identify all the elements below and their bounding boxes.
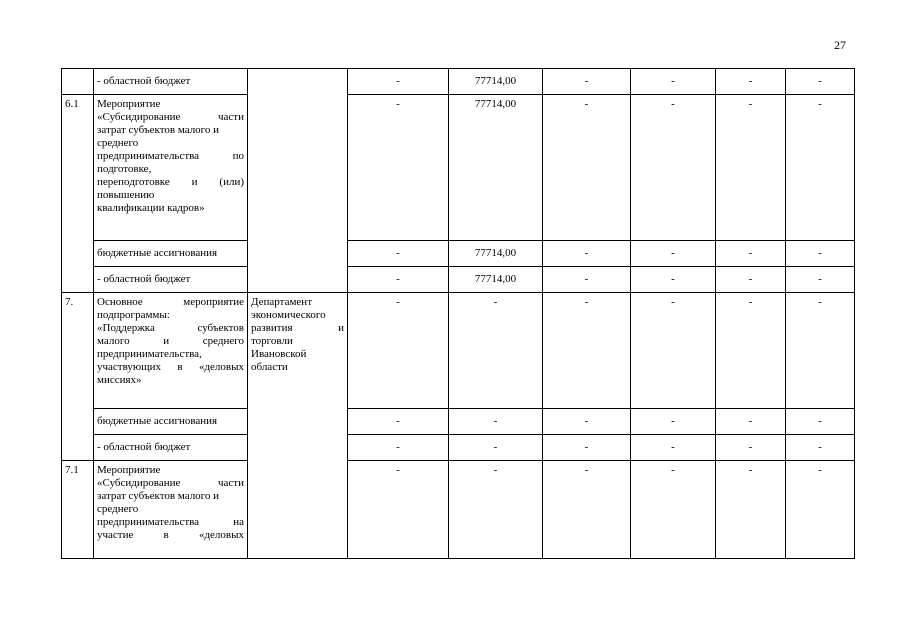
value-cell: -	[631, 293, 716, 409]
value-cell: -	[786, 241, 855, 267]
row-description: бюджетные ассигнования	[94, 409, 248, 435]
value-cell: -	[786, 409, 855, 435]
budget-table	[61, 68, 855, 559]
value-cell: -	[786, 69, 855, 95]
table-row	[62, 461, 855, 559]
value-cell: -	[786, 95, 855, 241]
value-cell: -	[716, 293, 786, 409]
value-cell: -	[543, 461, 631, 559]
table-row	[62, 293, 855, 409]
responsible-cell: Департамент экономического развития и торговли Ивановской области	[248, 293, 348, 559]
value-cell: -	[786, 435, 855, 461]
value-cell: -	[543, 293, 631, 409]
value-cell: -	[348, 461, 449, 559]
value-cell: -	[716, 95, 786, 241]
value-cell: -	[449, 293, 543, 409]
value-cell: -	[449, 435, 543, 461]
table-row	[62, 69, 855, 95]
value-cell: -	[631, 95, 716, 241]
value-cell: -	[786, 293, 855, 409]
value-cell: -	[631, 267, 716, 293]
value-cell: -	[631, 69, 716, 95]
value-cell: -	[716, 267, 786, 293]
row-number-cell: 6.1	[62, 95, 94, 293]
row-description: Мероприятие «Субсидирование части затрат субъектов малого и среднего предпринимательства на участие в «деловых	[94, 461, 248, 559]
value-cell: -	[543, 241, 631, 267]
value-cell: -	[348, 409, 449, 435]
value-cell: -	[348, 241, 449, 267]
value-cell: -	[786, 267, 855, 293]
value-cell: -	[786, 461, 855, 559]
row-description: Основное мероприятие подпрограммы: «Поддержка субъектов малого и среднего предпринимательства, участвующих в «деловых миссиях»	[94, 293, 248, 409]
row-description: - областной бюджет	[94, 267, 248, 293]
table-row	[62, 435, 855, 461]
value-cell: -	[631, 461, 716, 559]
value-cell: -	[543, 409, 631, 435]
table-row	[62, 95, 855, 241]
value-cell: 77714,00	[449, 267, 543, 293]
value-cell: -	[716, 241, 786, 267]
value-cell: -	[348, 293, 449, 409]
row-description: - областной бюджет	[94, 69, 248, 95]
value-cell: -	[543, 435, 631, 461]
value-cell: -	[348, 69, 449, 95]
value-cell: -	[348, 267, 449, 293]
value-cell: -	[631, 435, 716, 461]
value-cell: -	[716, 461, 786, 559]
table-row	[62, 409, 855, 435]
row-number-cell	[62, 69, 94, 95]
value-cell: -	[348, 435, 449, 461]
value-cell: -	[449, 461, 543, 559]
value-cell: -	[631, 241, 716, 267]
value-cell: -	[449, 409, 543, 435]
responsible-cell	[248, 69, 348, 293]
value-cell: -	[716, 409, 786, 435]
value-cell: -	[543, 267, 631, 293]
value-cell: -	[348, 95, 449, 241]
value-cell: -	[543, 69, 631, 95]
page-number: 27	[834, 38, 846, 52]
value-cell: -	[543, 95, 631, 241]
row-description: Мероприятие «Субсидирование части затрат субъектов малого и среднего предпринимательства по подготовке, переподготовке и (или) повышению квалификации кадров»	[94, 95, 248, 241]
value-cell: 77714,00	[449, 69, 543, 95]
table-row	[62, 267, 855, 293]
row-description: бюджетные ассигнования	[94, 241, 248, 267]
value-cell: -	[716, 69, 786, 95]
value-cell: -	[631, 409, 716, 435]
value-cell: 77714,00	[449, 95, 543, 241]
row-number-cell: 7.	[62, 293, 94, 461]
value-cell: 77714,00	[449, 241, 543, 267]
row-number-cell: 7.1	[62, 461, 94, 559]
value-cell: -	[716, 435, 786, 461]
table-row	[62, 241, 855, 267]
row-description: - областной бюджет	[94, 435, 248, 461]
